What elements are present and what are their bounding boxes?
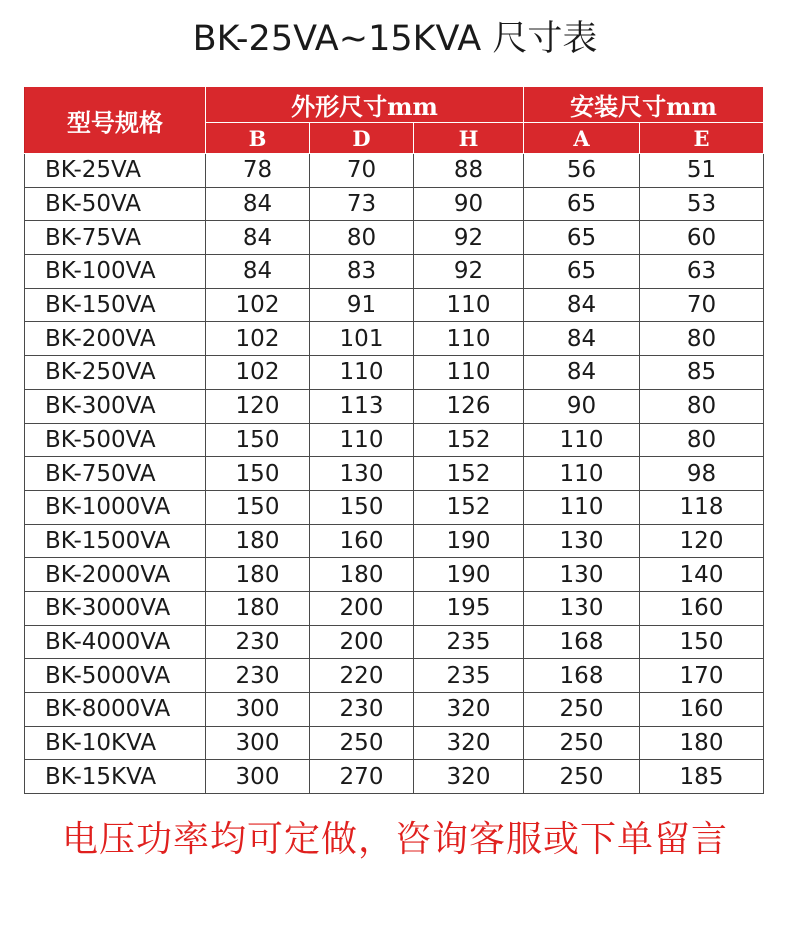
column-header-d: D <box>310 123 414 154</box>
model-cell: BK-25VA <box>25 154 206 188</box>
table-row <box>25 558 764 592</box>
model-cell: BK-100VA <box>25 255 206 289</box>
dimension-cell: 80 <box>310 221 414 255</box>
dimension-cell: 250 <box>310 726 414 760</box>
model-cell: BK-3000VA <box>25 591 206 625</box>
table-row <box>25 288 764 322</box>
dimension-cell: 190 <box>414 524 524 558</box>
dimension-cell: 120 <box>640 524 764 558</box>
dimension-cell: 70 <box>640 288 764 322</box>
dimension-cell: 300 <box>206 726 310 760</box>
dimension-cell: 84 <box>206 187 310 221</box>
model-cell: BK-50VA <box>25 187 206 221</box>
dimension-cell: 110 <box>310 356 414 390</box>
dimension-cell: 300 <box>206 760 310 794</box>
model-cell: BK-300VA <box>25 389 206 423</box>
dimension-cell: 80 <box>640 322 764 356</box>
table-row <box>25 625 764 659</box>
table-row <box>25 187 764 221</box>
dimension-cell: 98 <box>640 457 764 491</box>
model-cell: BK-1000VA <box>25 490 206 524</box>
dimension-cell: 91 <box>310 288 414 322</box>
dimension-cell: 110 <box>524 490 640 524</box>
table-row <box>25 457 764 491</box>
dimension-cell: 65 <box>524 255 640 289</box>
page-title: BK-25VA~15KVA 尺寸表 <box>192 19 598 59</box>
dimension-cell: 110 <box>414 322 524 356</box>
dimension-cell: 160 <box>640 591 764 625</box>
dimension-cell: 56 <box>524 154 640 188</box>
dimension-cell: 88 <box>414 154 524 188</box>
dimension-cell: 180 <box>640 726 764 760</box>
table-row <box>25 760 764 794</box>
table-row <box>25 693 764 727</box>
dimension-cell: 270 <box>310 760 414 794</box>
dimension-cell: 110 <box>414 288 524 322</box>
table-row <box>25 591 764 625</box>
table-row <box>25 154 764 188</box>
dimension-cell: 168 <box>524 659 640 693</box>
model-cell: BK-75VA <box>25 221 206 255</box>
model-cell: BK-10KVA <box>25 726 206 760</box>
dimension-cell: 65 <box>524 187 640 221</box>
dimension-cell: 73 <box>310 187 414 221</box>
dimension-cell: 92 <box>414 221 524 255</box>
table-header <box>25 87 764 154</box>
dimension-cell: 85 <box>640 356 764 390</box>
dimension-cell: 84 <box>524 356 640 390</box>
dimension-cell: 230 <box>310 693 414 727</box>
dimension-cell: 200 <box>310 625 414 659</box>
dimension-cell: 126 <box>414 389 524 423</box>
dimension-cell: 102 <box>206 322 310 356</box>
dimension-cell: 110 <box>310 423 414 457</box>
dimension-cell: 60 <box>640 221 764 255</box>
dimension-cell: 80 <box>640 389 764 423</box>
dimension-cell: 152 <box>414 457 524 491</box>
model-cell: BK-500VA <box>25 423 206 457</box>
dimension-cell: 150 <box>206 423 310 457</box>
dimension-cell: 70 <box>310 154 414 188</box>
column-header-a: A <box>524 123 640 154</box>
dimension-cell: 51 <box>640 154 764 188</box>
table-body <box>25 154 764 794</box>
dimension-cell: 180 <box>206 558 310 592</box>
dimension-cell: 84 <box>206 255 310 289</box>
dimension-cell: 118 <box>640 490 764 524</box>
dimension-cell: 152 <box>414 423 524 457</box>
dimension-cell: 90 <box>414 187 524 221</box>
dimension-cell: 90 <box>524 389 640 423</box>
column-header-e: E <box>640 123 764 154</box>
model-cell: BK-8000VA <box>25 693 206 727</box>
model-cell: BK-200VA <box>25 322 206 356</box>
custom-order-note: 电压功率均可定做，咨询客服或下单留言 <box>61 819 728 860</box>
table-row <box>25 726 764 760</box>
dimension-cell: 230 <box>206 625 310 659</box>
dimension-cell: 170 <box>640 659 764 693</box>
dimension-cell: 150 <box>206 490 310 524</box>
table-row <box>25 524 764 558</box>
column-header-h: H <box>414 123 524 154</box>
model-column-header: 型号规格 <box>25 87 206 154</box>
model-cell: BK-4000VA <box>25 625 206 659</box>
dimension-cell: 101 <box>310 322 414 356</box>
dimension-cell: 185 <box>640 760 764 794</box>
dimension-cell: 235 <box>414 625 524 659</box>
model-cell: BK-750VA <box>25 457 206 491</box>
dimension-cell: 320 <box>414 693 524 727</box>
dimension-cell: 150 <box>206 457 310 491</box>
mounting-dimensions-header: 安装尺寸mm <box>524 87 764 123</box>
table-row <box>25 659 764 693</box>
dimension-cell: 130 <box>524 558 640 592</box>
dimension-cell: 300 <box>206 693 310 727</box>
dimension-cell: 130 <box>310 457 414 491</box>
dimension-cell: 120 <box>206 389 310 423</box>
table-row <box>25 490 764 524</box>
dimension-cell: 180 <box>206 524 310 558</box>
dimension-cell: 84 <box>206 221 310 255</box>
dimension-cell: 150 <box>310 490 414 524</box>
dimension-cell: 200 <box>310 591 414 625</box>
dimension-cell: 102 <box>206 356 310 390</box>
dimension-cell: 235 <box>414 659 524 693</box>
dimension-cell: 152 <box>414 490 524 524</box>
dimension-cell: 180 <box>310 558 414 592</box>
header-row-groups <box>25 87 764 123</box>
dimension-cell: 110 <box>524 423 640 457</box>
dimension-cell: 160 <box>640 693 764 727</box>
outer-dimensions-header: 外形尺寸mm <box>206 87 524 123</box>
dimension-cell: 220 <box>310 659 414 693</box>
model-cell: BK-2000VA <box>25 558 206 592</box>
dimension-cell: 63 <box>640 255 764 289</box>
model-cell: BK-15KVA <box>25 760 206 794</box>
dimension-cell: 250 <box>524 726 640 760</box>
dimension-cell: 113 <box>310 389 414 423</box>
dimension-cell: 65 <box>524 221 640 255</box>
dimension-cell: 250 <box>524 693 640 727</box>
model-cell: BK-150VA <box>25 288 206 322</box>
dimension-cell: 110 <box>414 356 524 390</box>
dimension-cell: 160 <box>310 524 414 558</box>
dimension-cell: 84 <box>524 322 640 356</box>
model-cell: BK-250VA <box>25 356 206 390</box>
table-row <box>25 255 764 289</box>
dimension-table <box>24 86 764 794</box>
table-row <box>25 389 764 423</box>
table-row <box>25 423 764 457</box>
dimension-cell: 53 <box>640 187 764 221</box>
dimension-cell: 140 <box>640 558 764 592</box>
model-cell: BK-5000VA <box>25 659 206 693</box>
dimension-cell: 320 <box>414 726 524 760</box>
dimension-cell: 250 <box>524 760 640 794</box>
model-cell: BK-1500VA <box>25 524 206 558</box>
table-row <box>25 356 764 390</box>
dimension-cell: 92 <box>414 255 524 289</box>
dimension-cell: 320 <box>414 760 524 794</box>
dimension-cell: 110 <box>524 457 640 491</box>
dimension-cell: 168 <box>524 625 640 659</box>
table-row <box>25 322 764 356</box>
dimension-cell: 180 <box>206 591 310 625</box>
dimension-cell: 102 <box>206 288 310 322</box>
dimension-cell: 150 <box>640 625 764 659</box>
dimension-cell: 190 <box>414 558 524 592</box>
dimension-cell: 130 <box>524 524 640 558</box>
dimension-cell: 80 <box>640 423 764 457</box>
dimension-cell: 78 <box>206 154 310 188</box>
dimension-cell: 230 <box>206 659 310 693</box>
column-header-b: B <box>206 123 310 154</box>
table-row <box>25 221 764 255</box>
dimension-cell: 83 <box>310 255 414 289</box>
dimension-cell: 195 <box>414 591 524 625</box>
dimension-cell: 84 <box>524 288 640 322</box>
dimension-cell: 130 <box>524 591 640 625</box>
